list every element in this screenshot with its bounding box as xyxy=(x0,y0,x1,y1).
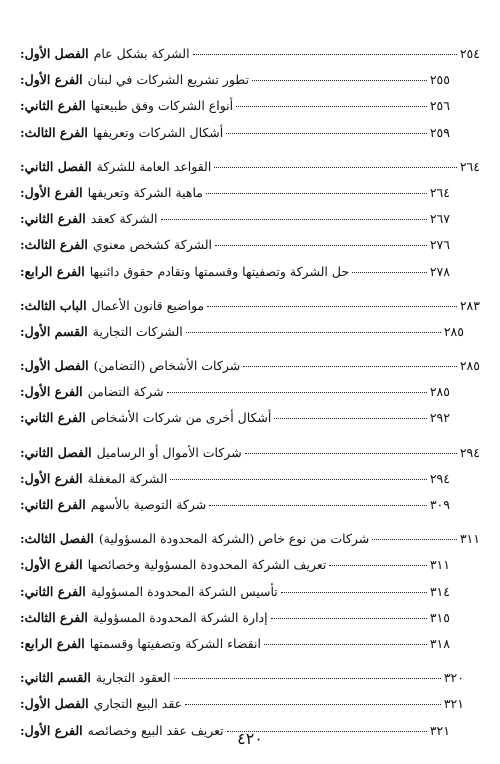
toc-entry-title: شركات الأموال أو الرساميل xyxy=(96,444,242,460)
toc-entry-page: ٢٥٤ xyxy=(459,46,480,61)
toc-entry-prefix: الفصل الثاني: xyxy=(20,444,92,460)
dot-leader xyxy=(207,306,457,307)
toc-entry-label xyxy=(20,46,190,61)
toc-entry xyxy=(20,696,480,722)
toc-entry-title: حل الشركة وتصفيتها وقسمتها وتقادم حقوق دائنيها xyxy=(89,263,350,279)
toc-entry-label xyxy=(20,298,204,313)
toc-entry-page: ٢٥٩ xyxy=(429,124,450,140)
toc-entry-label xyxy=(20,610,268,625)
toc-entry-title: القواعد العامة للشركة xyxy=(96,158,212,174)
toc-entry-prefix: الفرع الأول: xyxy=(20,384,83,400)
toc-entry xyxy=(20,610,480,636)
toc-entry-prefix: الفرع الأول: xyxy=(20,184,83,200)
dot-leader xyxy=(186,332,441,333)
toc-entry-page: ٣١١ xyxy=(459,531,480,547)
toc-entry-prefix: الفصل الأول: xyxy=(20,696,89,712)
toc-entry-title: شركة التضامن xyxy=(87,384,164,400)
toc-entry-title: الشركة بشكل عام xyxy=(93,46,190,61)
toc-entry-label xyxy=(20,636,261,651)
dot-leader xyxy=(243,366,457,367)
toc-entry-label xyxy=(20,324,183,339)
toc-entry-prefix: الفرع الثاني: xyxy=(20,211,86,227)
toc-entry-label xyxy=(20,557,326,572)
toc-entry-label xyxy=(20,237,212,252)
toc-entry-label xyxy=(20,531,369,546)
toc-entry-prefix: الفرع الأول: xyxy=(20,722,83,738)
toc-entry-page: ٢٥٥ xyxy=(429,72,450,88)
toc-entry xyxy=(20,185,480,211)
dot-leader xyxy=(236,106,427,107)
toc-entry-page: ٣٢١ xyxy=(443,696,464,712)
dot-leader xyxy=(215,245,427,246)
toc-entry-title: تعريف الشركة المحدودة المسؤولية وخصائصها xyxy=(87,557,327,573)
dot-leader xyxy=(352,272,427,273)
toc-entry-label xyxy=(20,670,171,685)
toc-entry xyxy=(20,497,480,523)
dot-leader xyxy=(252,80,427,81)
toc-entry-page: ٣٠٩ xyxy=(429,497,450,512)
toc-entry-title: تأسيس الشركة المحدودة المسؤولية xyxy=(90,583,278,599)
toc-entry-title: الشركة المغفلة xyxy=(87,470,168,486)
toc-entry-prefix: القسم الثاني: xyxy=(20,670,91,686)
toc-entry xyxy=(20,384,480,410)
toc-entry-title: أشكال أخرى من شركات الأشخاص xyxy=(90,410,272,426)
dot-leader xyxy=(226,133,427,134)
toc-entry-page: ٣١٤ xyxy=(429,583,450,599)
toc-entry-title: شركات الأشخاص (التضامن) xyxy=(93,358,241,374)
toc-entry-title: الشركة كعقد xyxy=(90,211,158,227)
toc-entry-prefix: الفرع الأول: xyxy=(20,557,83,573)
toc-entry xyxy=(20,410,480,436)
toc-entry-label xyxy=(20,98,233,113)
dot-leader xyxy=(372,539,457,540)
dot-leader xyxy=(281,592,427,593)
dot-leader xyxy=(274,418,426,419)
toc-entry-title: شركات من نوع خاص (الشركة المحدودة المسؤولية) xyxy=(98,531,370,547)
toc-entry-page: ٣١١ xyxy=(429,557,450,573)
dot-leader xyxy=(264,644,427,645)
toc-entry-page: ٢٨٣ xyxy=(459,297,480,313)
toc-entry-label xyxy=(20,445,242,460)
toc-entry xyxy=(20,358,480,384)
toc-entry xyxy=(20,98,480,124)
toc-entry-prefix: الفرع الثاني: xyxy=(20,410,86,426)
toc-entry-label xyxy=(20,584,278,599)
toc-entry-page: ٢٩٤ xyxy=(429,470,450,486)
toc-entry-title: شركة التوصية بالأسهم xyxy=(90,497,207,512)
toc-entry xyxy=(20,46,480,72)
toc-entry-prefix: الفصل الثاني: xyxy=(20,158,92,174)
toc-entry-label xyxy=(20,471,167,486)
table-of-contents xyxy=(20,46,480,749)
toc-entry-page: ٣٢١ xyxy=(429,722,450,738)
toc-entry xyxy=(20,670,480,696)
toc-entry xyxy=(20,636,480,662)
toc-entry-prefix: الفرع الثالث: xyxy=(20,237,88,253)
toc-entry-label xyxy=(20,264,349,279)
toc-entry-prefix: الفرع الأول: xyxy=(20,470,83,486)
toc-entry-label xyxy=(20,211,158,226)
toc-entry-page: ٢٨٥ xyxy=(459,358,480,374)
toc-entry xyxy=(20,298,480,324)
toc-entry-page: ٢٨٥ xyxy=(429,384,450,400)
dot-leader xyxy=(329,565,426,566)
toc-entry-label xyxy=(20,125,223,140)
toc-entry xyxy=(20,584,480,610)
toc-entry-prefix: القسم الأول: xyxy=(20,323,88,339)
toc-entry-label xyxy=(20,384,164,399)
toc-entry-page: ٢٩٢ xyxy=(429,410,450,426)
toc-entry xyxy=(20,557,480,583)
toc-entry-title: مواضيع قانون الأعمال xyxy=(91,297,205,313)
toc-entry-label xyxy=(20,358,240,373)
toc-entry-title: عقد البيع التجاري xyxy=(93,696,183,712)
toc-entry-prefix: الفصل الثالث: xyxy=(20,531,94,547)
dot-leader xyxy=(206,193,427,194)
dot-leader xyxy=(193,54,457,55)
toc-entry-label xyxy=(20,72,249,87)
toc-entry-title: انقضاء الشركة وتصفيتها وقسمتها xyxy=(89,635,261,651)
toc-entry-page: ٢٧٦ xyxy=(429,237,450,253)
toc-entry-prefix: الفرع الثالث: xyxy=(20,124,88,140)
dot-leader xyxy=(174,678,441,679)
dot-leader xyxy=(271,618,427,619)
toc-entry-title: أنواع الشركات وفق طبيعتها xyxy=(90,98,234,114)
dot-leader xyxy=(161,219,427,220)
toc-entry xyxy=(20,471,480,497)
toc-entry-title: أشكال الشركات وتعريفها xyxy=(92,124,224,140)
toc-entry-title: العقود التجارية xyxy=(95,670,171,686)
toc-entry xyxy=(20,445,480,471)
toc-entry-title: تعريف عقد البيع وخصائصه xyxy=(87,722,224,738)
toc-entry-label xyxy=(20,159,211,174)
toc-entry-page: ٢٨٥ xyxy=(443,323,464,339)
toc-entry-title: ماهية الشركة وتعريفها xyxy=(87,184,203,200)
toc-entry-prefix: الفرع الثالث: xyxy=(20,609,88,625)
toc-entry-prefix: الفرع الثاني: xyxy=(20,583,86,599)
toc-entry-title: الشركة كشخص معنوي xyxy=(92,237,213,253)
dot-leader xyxy=(167,392,427,393)
toc-entry xyxy=(20,237,480,263)
toc-entry-title: تطور تشريع الشركات في لبنان xyxy=(87,72,250,88)
toc-entry-prefix: الفرع الثاني: xyxy=(20,98,86,114)
toc-entry-page: ٢٥٦ xyxy=(429,98,450,114)
dot-leader xyxy=(214,167,457,168)
toc-entry-prefix: الفرع الرابع: xyxy=(20,635,85,651)
dot-leader xyxy=(185,704,441,705)
toc-entry xyxy=(20,125,480,151)
toc-entry-title: الشركات التجارية xyxy=(92,323,183,339)
toc-entry-page: ٢٦٤ xyxy=(429,184,450,200)
toc-entry xyxy=(20,264,480,290)
toc-entry xyxy=(20,324,480,350)
toc-entry-prefix: الفرع الرابع: xyxy=(20,263,85,279)
toc-entry-label xyxy=(20,185,203,200)
dot-leader xyxy=(209,505,427,506)
toc-entry-label xyxy=(20,497,206,512)
toc-entry-page: ٣٢٠ xyxy=(443,670,464,686)
toc-entry-label xyxy=(20,696,182,711)
toc-entry xyxy=(20,159,480,185)
page-number: ٤٢٠ xyxy=(237,729,263,748)
toc-entry-prefix: الفرع الأول: xyxy=(20,72,83,88)
toc-entry-prefix: الفرع الثاني: xyxy=(20,497,86,512)
toc-entry xyxy=(20,531,480,557)
toc-entry-prefix: الفصل الأول: xyxy=(20,358,89,374)
toc-entry-prefix: الفصل الأول: xyxy=(20,46,89,61)
toc-entry-page: ٢٦٧ xyxy=(429,211,450,227)
toc-entry-page: ٣١٥ xyxy=(429,609,450,625)
dot-leader xyxy=(170,479,427,480)
toc-entry-page: ٢٩٤ xyxy=(459,444,480,460)
dot-leader xyxy=(245,453,457,454)
toc-entry xyxy=(20,211,480,237)
toc-entry xyxy=(20,72,480,98)
toc-entry-label xyxy=(20,410,271,425)
toc-entry-page: ٢٦٤ xyxy=(459,158,480,174)
toc-entry-page: ٣١٨ xyxy=(429,635,450,651)
toc-entry-prefix: الباب الثالث: xyxy=(20,297,87,313)
toc-entry-page: ٢٧٨ xyxy=(429,263,450,279)
toc-entry-title: إدارة الشركة المحدودة المسؤولية xyxy=(92,609,268,625)
